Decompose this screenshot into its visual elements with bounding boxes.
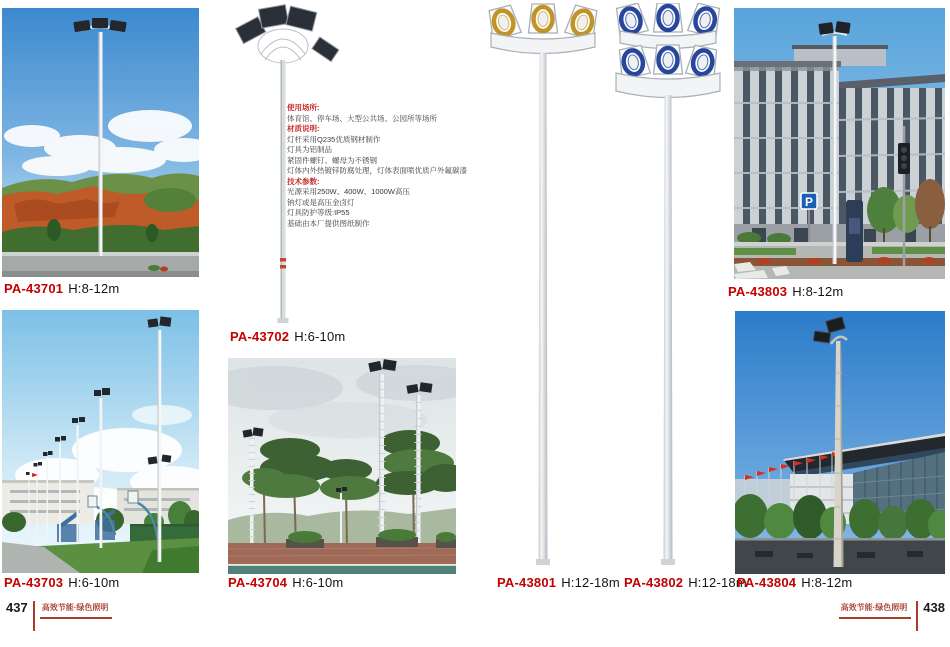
illustration-pa43801 [487,3,599,569]
pole-blue-rings-illustration [612,3,724,569]
desc-heading-usage: 使用场所: [287,103,320,112]
product-label-pa43802 [624,575,747,590]
desc-line: 灯具为铝制品 [287,145,332,154]
lamp-ring-row [487,4,599,40]
page-number-right: 438 [923,600,945,615]
photo-pa43701 [2,8,199,277]
illustration-pa43802 [612,3,724,569]
footer-right [839,601,945,631]
footer-slogan-right: 高效节能·绿色照明 [839,601,912,619]
product-label-pa43701 [4,281,119,296]
pole-gold-rings-illustration [487,3,599,569]
desc-line: 灯体内外热镀锌防腐处理，灯体表面喷优质户外氟碳漆 [287,166,467,175]
desc-line: 钠灯或是高压金卤灯 [287,197,355,207]
product-code: PA-43801 [497,575,557,590]
photo-pa43703 [2,310,199,573]
parking-sign-letter: P [804,195,814,209]
photo-pa43804 [735,311,945,574]
desc-line: 体育馆、停车场、大型公共场、公园所等场所 [287,113,437,123]
floodlight [813,331,830,343]
product-height: H:12-18m [561,575,620,590]
product-description [287,103,487,229]
product-code: PA-43701 [4,281,64,296]
product-code: PA-43703 [4,575,64,590]
desc-line: 光源采用250W、400W、1000W高压 [287,187,410,196]
product-code: PA-43802 [624,575,684,590]
product-code: PA-43803 [728,284,788,299]
scene-hillside-highmast [2,8,199,277]
product-height: H:8-12m [792,284,844,299]
product-height: H:8-12m [801,575,853,590]
scene-office-building-pole [734,8,945,279]
product-height: H:6-10m [292,575,344,590]
floodlight [818,22,833,35]
product-height: H:12-18m [688,575,747,590]
floodlights [236,5,339,62]
desc-line: 基础由本厂提供图纸制作 [287,218,370,228]
lamp-ring-row-bottom [616,45,720,79]
desc-heading-material: 材质说明: [287,124,320,133]
product-label-pa43804 [737,575,852,590]
page-number-left: 437 [6,600,28,615]
product-code: PA-43704 [228,575,288,590]
pole [661,95,675,565]
product-label-pa43803 [728,284,843,299]
crown-lattice [258,29,308,63]
product-height: H:6-10m [68,575,120,590]
product-height: H:8-12m [68,281,120,296]
photo-pa43803 [734,8,945,279]
footer-slogan-left: 高效节能·绿色照明 [40,601,113,619]
product-label-pa43702 [230,329,345,344]
product-code: PA-43804 [737,575,797,590]
teal-strip [228,566,456,574]
footer-left [6,601,112,631]
crossbeam [491,33,595,54]
product-label-pa43703 [4,575,119,590]
product-code: PA-43702 [230,329,290,344]
scene-sports-court-poles [2,310,199,573]
floodlight [835,21,850,34]
footer-divider-right [916,601,918,631]
desc-line: 灯杆采用Q235优质钢材制作 [287,134,381,144]
product-label-pa43704 [228,575,343,590]
scene-convention-center-pole [735,311,945,574]
scene-park-plaza-poles [228,358,456,574]
pole [536,53,550,565]
footer-divider-left [33,601,35,631]
plaza-paving [228,543,456,566]
desc-line: 灯具防护等级:IP55 [287,208,350,217]
product-label-pa43801 [497,575,620,590]
product-height: H:6-10m [294,329,346,344]
desc-heading-tech: 技术参数: [287,176,320,186]
crossbeam-lower [616,73,720,98]
desc-line: 紧固件螺钉、螺母为不锈钢 [287,155,377,165]
photo-pa43704 [228,358,456,574]
